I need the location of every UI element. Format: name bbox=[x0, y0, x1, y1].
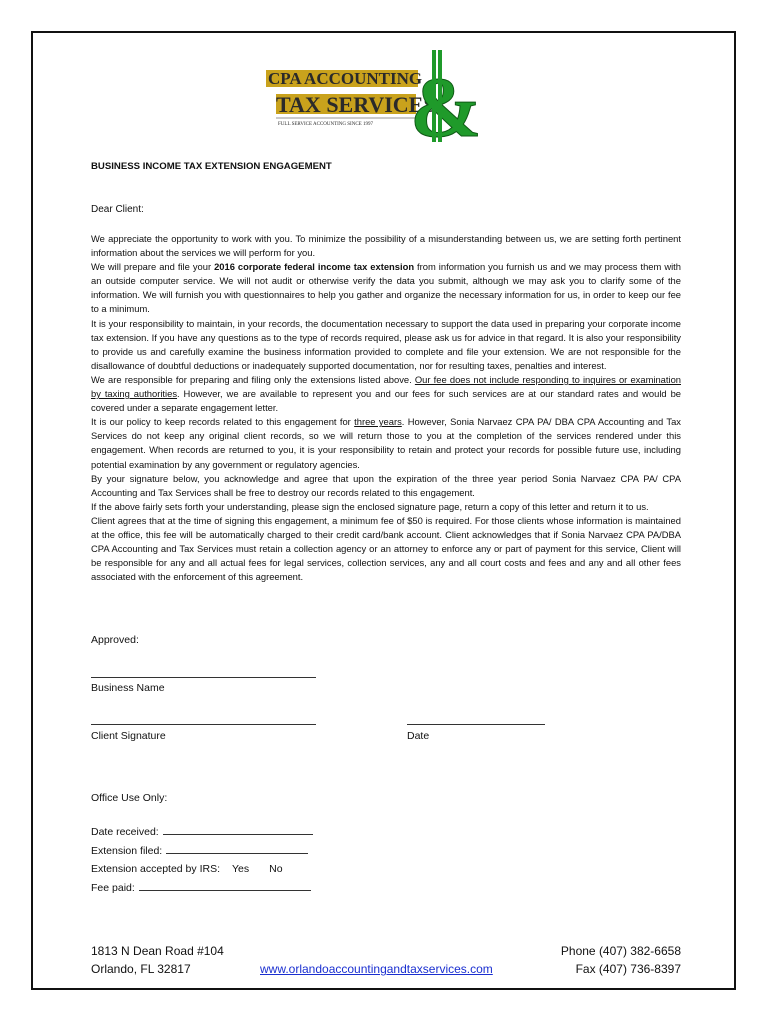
business-name-line[interactable] bbox=[91, 677, 316, 678]
logo-line1: CPA ACCOUNTING bbox=[268, 69, 423, 88]
paragraph-fees: We are responsible for preparing and filing only the extensions listed above. Our fee does not include responding to inquires or examination by taxing authorities. However, we are available to represent you and our fees for such services are at our standard rates and would be covered under a separate engagement letter. bbox=[91, 373, 682, 414]
greeting: Dear Client: bbox=[91, 204, 144, 215]
paragraph-sign-instructions: If the above fairly sets forth your understanding, please sign the enclosed signature page, return a copy of this letter and return it to us. bbox=[91, 500, 649, 512]
paragraph-responsibility: It is your responsibility to maintain, in your records, the documentation necessary to support the data used in preparing your corporate income tax extension. If you have any questions as to the type of records required, please ask us for advice in that regard. It is also your responsibility to provide us and carefully examine the business information provided to complete and file your extension. We are not responsible for the disallowance of doubtful deductions or inadequately supported documentation, nor for resulting taxes, penalties and interest. bbox=[91, 317, 681, 371]
date-received-label: Date received: bbox=[91, 826, 159, 838]
phone-number: Phone (407) 382-6658 bbox=[560, 944, 681, 958]
office-use-title: Office Use Only: bbox=[91, 792, 168, 804]
client-signature-label: Client Signature bbox=[91, 730, 166, 742]
paragraph-emphasis: 2016 corporate federal income tax extension bbox=[214, 261, 415, 273]
website-link[interactable]: www.orlandoaccountingandtaxservices.com bbox=[260, 962, 493, 976]
fee-paid-label: Fee paid: bbox=[91, 881, 135, 894]
date-received-field[interactable] bbox=[163, 823, 313, 835]
address-line-2: Orlando, FL 32817 bbox=[91, 962, 191, 976]
extension-accepted-row bbox=[91, 860, 313, 879]
fee-paid-field[interactable] bbox=[139, 879, 311, 891]
footer-website bbox=[260, 960, 493, 978]
approved-label: Approved: bbox=[91, 634, 139, 646]
business-name-label: Business Name bbox=[91, 682, 165, 694]
date-label: Date bbox=[407, 730, 430, 742]
office-use-fields bbox=[91, 823, 313, 897]
client-signature-line[interactable] bbox=[91, 724, 316, 725]
paragraph-acknowledgement: By your signature below, you acknowledge and agree that upon the expiration of the three year period Sonia Narvaez CPA PA/ CPA Accounting and Tax Services shall be free to destroy our records related to this engagement. bbox=[91, 472, 681, 498]
date-line[interactable] bbox=[407, 724, 545, 725]
letter-body bbox=[91, 232, 681, 584]
extension-accepted-label: Extension accepted by IRS: bbox=[91, 863, 220, 875]
date-received-row bbox=[91, 823, 313, 842]
paragraph-minimum-fee: Client agrees that at the time of signing this engagement, a minimum fee of $50 is required. For those clients whose information is maintained at the office, this fee will be automatically charged to their credit card/bank account. Client acknowledges that if Sonia Narvaez CPA PA/DBA CPA Accounting and Tax Services must retain a collection agency or an attorney to enforce any or part of payment for this service, Client will be responsible for any and all actual fees for legal services, collection services, any and all court costs and fees and any and all other fees associated with the enforcement of this agreement. bbox=[91, 514, 681, 583]
address-line-1: 1813 N Dean Road #104 bbox=[91, 944, 224, 958]
accepted-yes-option[interactable]: Yes bbox=[232, 863, 250, 875]
footer-address bbox=[91, 942, 224, 978]
extension-filed-field[interactable] bbox=[166, 842, 308, 854]
logo-ampersand: & bbox=[410, 59, 482, 143]
paragraph-preparation: We will prepare and file your 2016 corporate federal income tax extension from information you furnish us and we may process them with an outside computer service. We will not audit or otherwise verify the data you submit, although we may ask you to clarify some of the information. We will furnish you with questionnaires to help you gather and organize the necessary information for us, in order to keep our fee to a minimum. bbox=[91, 261, 681, 315]
company-logo bbox=[262, 48, 482, 143]
accepted-no-option[interactable]: No bbox=[269, 863, 283, 875]
footer-contact bbox=[561, 942, 681, 978]
fee-paid-row bbox=[91, 879, 313, 898]
logo-tagline: FULL SERVICE ACCOUNTING SINCE 1997 bbox=[278, 122, 373, 127]
logo-line2: TAX SERVICES bbox=[276, 92, 436, 117]
paragraph-records-policy: It is our policy to keep records related to this engagement for three years. However, Sonia Narvaez CPA PA/ DBA CPA Accounting and Tax Services do not keep any original client records, so we will return those to you at the completion of the services rendered under this engagement. When records are returned to you, it is your responsibility to retain and protect your records for possible future use, including potential examination by any government or regulatory agencies. bbox=[91, 416, 681, 470]
extension-filed-label: Extension filed: bbox=[91, 844, 163, 857]
document-heading: BUSINESS INCOME TAX EXTENSION ENGAGEMENT bbox=[91, 161, 332, 172]
fax-number: Fax (407) 736-8397 bbox=[575, 962, 681, 976]
fee-exclusion-text: Our fee does not include responding to inquires or examination by taxing authorities bbox=[91, 373, 681, 400]
paragraph-intro: We appreciate the opportunity to work with you. To minimize the possibility of a misunderstanding between us, we are setting forth pertinent information about the services we will perform for you. bbox=[91, 233, 681, 259]
retention-period: three years bbox=[354, 416, 402, 428]
extension-filed-row bbox=[91, 842, 313, 861]
